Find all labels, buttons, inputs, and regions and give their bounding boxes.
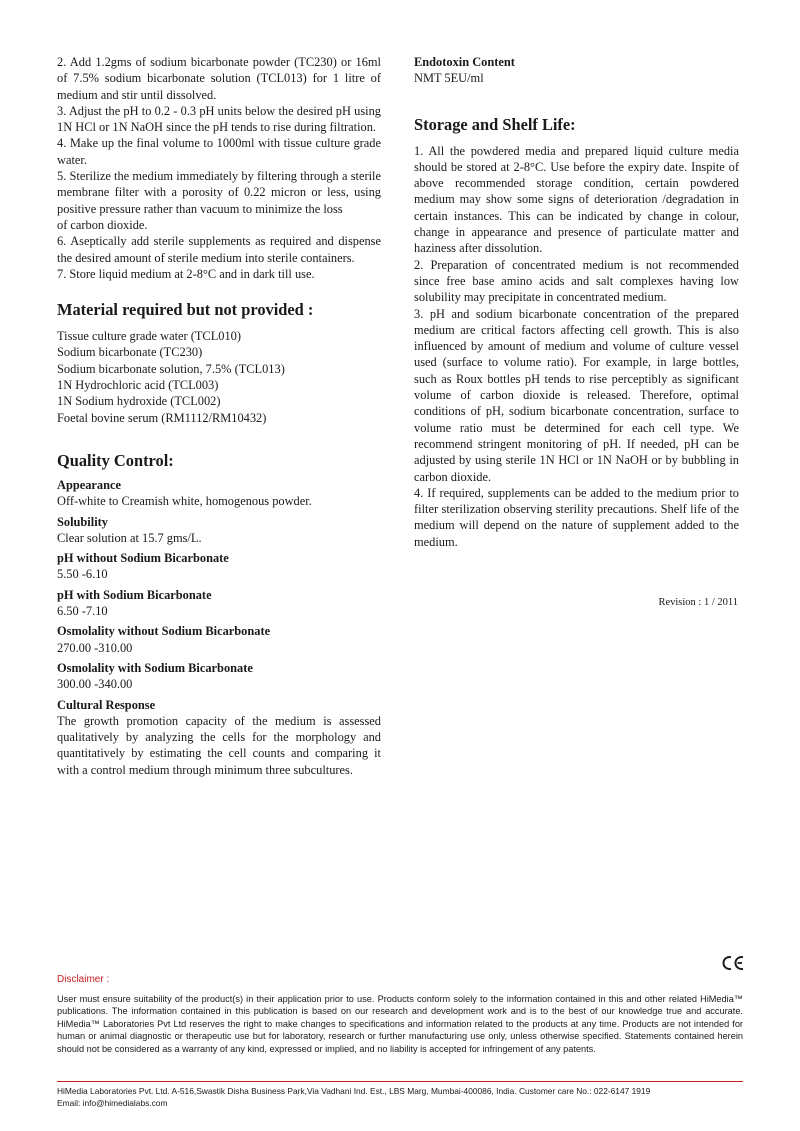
qc-label: Cultural Response [57,697,156,712]
qc-label: Solubility [57,514,108,529]
qc-label: pH with Sodium Bicarbonate [57,587,212,602]
qc-label: Appearance [57,477,122,492]
material-item: 1N Sodium hydroxide (TCL002) [57,394,221,409]
disclaimer-text: User must ensure suitability of the product(s) in their application prior to use. Products conform solely to the information contained in this and other related HiMedia™ publications. The information contained in this publication is based on our research and development work and is to the best of our knowledge true and accurate. HiMedia™ Laboratories Pvt Ltd reserves the right to make changes to specifications and information related to the products at any time. Products are not intended for human or animal diagnostic or therapeutic use but for laboratory, research or further manufacturing use only, unless otherwise specified. Statements contained herein should not be considered as a warranty of any kind, expressed or implied, and no liability is accepted for infringement of any patents. [57,994,743,1054]
qc-osmolality-without-bicarbonate [57,623,381,656]
qc-value: The growth promotion capacity of the medium is assessed qualitatively by analyzing the cells for the morphology and quantitatively by estimating the cell counts and comparing it with a control medium through minimum three subcultures. [57,713,381,777]
left-column [57,54,381,782]
step-5-continued: of carbon dioxide. [57,217,148,232]
ce-mark-icon [721,955,745,971]
qc-value: 270.00 -310.00 [57,640,133,655]
qc-label: Osmolality without Sodium Bicarbonate [57,624,271,639]
quality-control-list [57,477,381,778]
materials-heading: Material required but not provided : [57,300,314,320]
footer-divider [57,1081,743,1082]
step-7: 7. Store liquid medium at 2-8°C and in dark till use. [57,266,315,281]
step-6: 6. Aseptically add sterile supplements as required and dispense the desired amount of sterile medium into sterile containers. [57,234,381,265]
preparation-steps [57,54,381,282]
step-3: 3. Adjust the pH to 0.2 - 0.3 pH units below the desired pH using 1N HCl or 1N NaOH since the pH tends to rise during filtration. [57,103,381,135]
material-item: Tissue culture grade water (TCL010) [57,329,241,344]
disclaimer-title: Disclaimer : [57,974,110,985]
disclaimer [57,973,743,1055]
qc-osmolality-with-bicarbonate [57,660,381,693]
endotoxin-label: Endotoxin Content [414,55,515,69]
material-item: Foetal bovine serum (RM1112/RM10432) [57,410,267,425]
endotoxin-value: NMT 5EU/ml [414,71,484,86]
storage-paragraphs [414,143,739,550]
qc-ph-with-bicarbonate [57,587,381,620]
qc-appearance [57,477,381,510]
storage-paragraph: 1. All the powdered media and prepared liquid culture media should be stored at 2-8°C. Use before the expiry date. Inspite of above recommended storage condition, certain powdered medium may show some signs of deterioration /degradation in certain instances. This can be indicated by change in colour, change in appearance and presence of particulate matter and haziness after dissolution. [414,143,739,256]
qc-label: Osmolality with Sodium Bicarbonate [57,660,253,675]
qc-value: Clear solution at 15.7 gms/L. [57,530,202,545]
qc-cultural-response [57,697,381,778]
material-item: 1N Hydrochloric acid (TCL003) [57,378,219,393]
endotoxin-block [414,54,739,87]
storage-heading: Storage and Shelf Life: [414,114,576,134]
revision-label: Revision : 1 / 2011 [658,597,738,608]
qc-value: 6.50 -7.10 [57,604,108,619]
step-5: 5. Sterilize the medium immediately by filtering through a sterile membrane filter with a porosity of 0.22 micron or less, using positive pressure rather than vacuum to minimize the loss [57,169,381,216]
storage-paragraph: 3. pH and sodium bicarbonate concentration of the prepared medium are critical factors affecting cell growth. This is also influenced by amount of medium and volume of culture vessel used (surface to volume ratio). For example, in large bottles, such as Roux bottles pH tends to rise perceptibly as significant volume of carbon dioxide is released. Therefore, optimal conditions of pH, sodium bicarbonate concentration, surface to volume ratio must be determined for each cell type. We recommend stringent monitoring of pH. If needed, pH can be adjusted by using sterile 1N HCl or 1N NaOH or by bubbling in carbon dioxide. [414,306,739,484]
qc-label: pH without Sodium Bicarbonate [57,551,229,566]
step-4: 4. Make up the final volume to 1000ml with tissue culture grade water. [57,136,381,167]
storage-paragraph: 2. Preparation of concentrated medium is not recommended since free base amino acids and salt complexes having low solubility may precipitate in concentrated medium. [414,257,739,305]
materials-list [57,328,381,426]
footer-address: HiMedia Laboratories Pvt. Ltd. A-516,Swastik Disha Business Park,Via Vadhani Ind. Est., LBS Marg, Mumbai-400086, India. Customer care No.: 022-6147 1919 [57,1086,651,1096]
qc-value: 300.00 -340.00 [57,677,133,692]
material-item: Sodium bicarbonate (TC230) [57,345,203,360]
quality-control-heading: Quality Control: [57,450,174,470]
qc-ph-without-bicarbonate [57,550,381,583]
step-2: 2. Add 1.2gms of sodium bicarbonate powder (TC230) or 16ml of 7.5% sodium bicarbonate solution (TCL013) for 1 litre of medium and stir until dissolved. [57,55,381,102]
footer-email: Email: info@himedialabs.com [57,1097,168,1108]
footer [57,1086,743,1109]
qc-solubility [57,514,381,547]
material-item: Sodium bicarbonate solution, 7.5% (TCL013) [57,361,285,376]
qc-value: Off-white to Creamish white, homogenous powder. [57,494,312,509]
right-column [414,54,739,550]
storage-paragraph: 4. If required, supplements can be added to the medium prior to filter sterilization observing sterility precautions. Shelf life of the medium will depend on the nature of supplement added to the medium. [414,485,739,549]
qc-value: 5.50 -6.10 [57,567,108,582]
